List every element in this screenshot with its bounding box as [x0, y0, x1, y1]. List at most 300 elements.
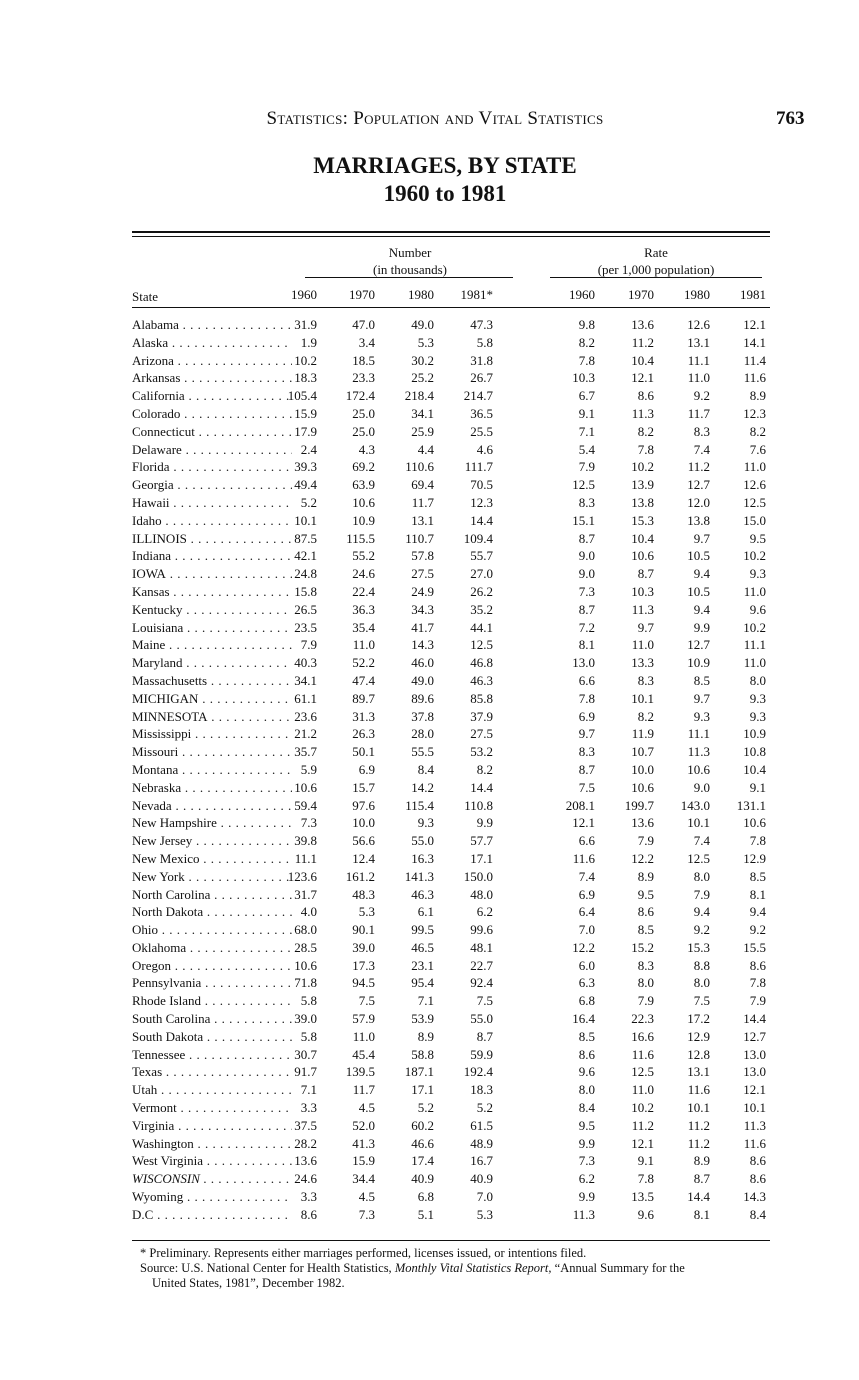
state-name: Mississippi . . . [132, 725, 292, 743]
cell-number-1980: 58.8 [411, 1046, 434, 1062]
cell-rate-1981: 131.1 [736, 797, 766, 813]
state-name: Arkansas . . . [132, 369, 292, 387]
cell-number-1960: 10.6 [294, 957, 317, 973]
cell-rate-1970: 11.2 [631, 334, 654, 350]
cell-number-1981: 55.0 [470, 1011, 493, 1027]
bottom-rule [132, 1240, 770, 1241]
cell-number-1960: 35.7 [294, 744, 317, 760]
cell-rate-1980: 12.7 [687, 637, 710, 653]
rate-group-rule [550, 277, 762, 278]
table-row [0, 476, 859, 494]
state-name: Montana . . . [132, 761, 292, 779]
table-row [0, 1010, 859, 1028]
cell-number-1980: 17.4 [411, 1153, 434, 1169]
cell-rate-1981: 8.5 [749, 868, 766, 884]
cell-number-1960: 8.6 [300, 1206, 317, 1222]
cell-rate-1981: 8.6 [749, 1153, 766, 1169]
cell-number-1960: 28.2 [294, 1135, 317, 1151]
table-row [0, 725, 859, 743]
cell-rate-1960: 6.0 [578, 957, 595, 973]
cell-number-1981: 48.9 [470, 1135, 493, 1151]
table-row [0, 441, 859, 459]
cell-rate-1960: 8.5 [578, 1028, 595, 1044]
cell-rate-1960: 8.3 [578, 494, 595, 510]
footnote-preliminary: * Preliminary. Represents either marriages performed, licenses issued, or intentions filed. [140, 1246, 587, 1260]
cell-rate-1980: 12.5 [687, 850, 710, 866]
cell-number-1980: 218.4 [404, 388, 434, 404]
cell-rate-1970: 10.2 [631, 459, 654, 475]
cell-rate-1980: 8.9 [693, 1153, 710, 1169]
table-row [0, 369, 859, 387]
cell-rate-1960: 8.0 [578, 1082, 595, 1098]
cell-rate-1981: 14.3 [743, 1189, 766, 1205]
cell-number-1980: 9.3 [417, 815, 434, 831]
table-row [0, 1046, 859, 1064]
cell-rate-1970: 11.0 [631, 637, 654, 653]
cell-rate-1980: 15.3 [687, 939, 710, 955]
cell-rate-1981: 9.3 [749, 566, 766, 582]
cell-number-1980: 17.1 [411, 1082, 434, 1098]
title-line-1: MARRIAGES, BY STATE [313, 153, 577, 178]
cell-number-1970: 10.6 [352, 494, 375, 510]
state-name: South Dakota . . . [132, 1028, 292, 1046]
cell-rate-1980: 12.6 [687, 317, 710, 332]
cell-rate-1980: 11.6 [687, 1082, 710, 1098]
cell-number-1981: 14.4 [470, 779, 493, 795]
cell-rate-1960: 9.9 [578, 1189, 595, 1205]
table-row [0, 1152, 859, 1170]
cell-number-1980: 24.9 [411, 583, 434, 599]
cell-number-1980: 28.0 [411, 726, 434, 742]
table-row [0, 814, 859, 832]
cell-number-1981: 5.2 [476, 1100, 493, 1116]
state-name: South Carolina . . . [132, 1010, 292, 1028]
cell-number-1980: 55.5 [411, 744, 434, 760]
state-name: Oklahoma . . . [132, 939, 292, 957]
table-row [0, 334, 859, 352]
cell-rate-1980: 17.2 [687, 1011, 710, 1027]
cell-number-1970: 24.6 [352, 566, 375, 582]
state-name: New York . . . [132, 868, 292, 886]
cell-number-1960: 39.0 [294, 1011, 317, 1027]
cell-number-1970: 25.0 [352, 423, 375, 439]
cell-number-1981: 12.5 [470, 637, 493, 653]
cell-rate-1970: 8.2 [637, 708, 654, 724]
cell-rate-1960: 8.7 [578, 530, 595, 546]
cell-rate-1960: 8.3 [578, 744, 595, 760]
cell-number-1970: 7.3 [358, 1206, 375, 1222]
cell-rate-1970: 13.8 [631, 494, 654, 510]
state-name: Louisiana . . . [132, 619, 292, 637]
cell-number-1960: 17.9 [294, 423, 317, 439]
cell-rate-1981: 14.1 [743, 334, 766, 350]
table-row [0, 797, 859, 815]
table-row [0, 512, 859, 530]
state-name: Texas . . . [132, 1063, 292, 1081]
table-row [0, 458, 859, 476]
state-name: Oregon . . . [132, 957, 292, 975]
table-row [0, 601, 859, 619]
cell-rate-1970: 8.0 [637, 975, 654, 991]
cell-rate-1980: 8.1 [693, 1206, 710, 1222]
cell-number-1970: 26.3 [352, 726, 375, 742]
cell-rate-1960: 208.1 [565, 797, 595, 813]
cell-number-1980: 40.9 [411, 1171, 434, 1187]
cell-number-1970: 11.7 [352, 1082, 375, 1098]
cell-rate-1981: 8.2 [749, 423, 766, 439]
cell-number-1970: 52.2 [352, 655, 375, 671]
cell-number-1981: 37.9 [470, 708, 493, 724]
cell-rate-1981: 10.2 [743, 548, 766, 564]
cell-rate-1981: 9.3 [749, 708, 766, 724]
cell-rate-1960: 7.5 [578, 779, 595, 795]
cell-rate-1980: 8.0 [693, 975, 710, 991]
cell-number-1980: 11.7 [411, 494, 434, 510]
state-name: Utah . . . [132, 1081, 292, 1099]
cell-number-1981: 9.9 [476, 815, 493, 831]
cell-rate-1970: 8.3 [637, 672, 654, 688]
table-row [0, 352, 859, 370]
cell-number-1960: 26.5 [294, 601, 317, 617]
table-row [0, 690, 859, 708]
number-group-title: Number [388, 245, 432, 260]
cell-rate-1970: 10.3 [631, 583, 654, 599]
col-header-rate-1981: 1981 [740, 287, 766, 302]
cell-rate-1970: 9.6 [637, 1206, 654, 1222]
cell-rate-1980: 13.1 [687, 1064, 710, 1080]
cell-rate-1960: 9.9 [578, 1135, 595, 1151]
cell-rate-1980: 10.6 [687, 761, 710, 777]
cell-number-1980: 99.5 [411, 922, 434, 938]
cell-rate-1970: 11.9 [631, 726, 654, 742]
cell-rate-1960: 9.6 [578, 1064, 595, 1080]
cell-number-1960: 87.5 [294, 530, 317, 546]
cell-number-1980: 53.9 [411, 1011, 434, 1027]
cell-number-1981: 109.4 [463, 530, 493, 546]
cell-number-1980: 141.3 [404, 868, 434, 884]
cell-rate-1970: 11.2 [631, 1117, 654, 1133]
cell-rate-1970: 9.5 [637, 886, 654, 902]
cell-number-1981: 26.2 [470, 583, 493, 599]
col-header-number-1970: 1970 [349, 287, 375, 302]
state-name: Rhode Island . . . [132, 992, 292, 1010]
cell-number-1970: 48.3 [352, 886, 375, 902]
table-row [0, 583, 859, 601]
cell-number-1980: 25.9 [411, 423, 434, 439]
cell-rate-1970: 7.8 [637, 1171, 654, 1187]
cell-rate-1970: 11.6 [631, 1046, 654, 1062]
cell-rate-1981: 10.9 [743, 726, 766, 742]
cell-number-1980: 5.3 [417, 334, 434, 350]
cell-number-1981: 12.3 [470, 494, 493, 510]
cell-rate-1980: 8.0 [693, 868, 710, 884]
cell-rate-1981: 7.9 [749, 993, 766, 1009]
cell-rate-1981: 12.9 [743, 850, 766, 866]
cell-rate-1970: 10.2 [631, 1100, 654, 1116]
cell-number-1970: 139.5 [345, 1064, 375, 1080]
cell-rate-1981: 11.0 [743, 459, 766, 475]
cell-number-1980: 27.5 [411, 566, 434, 582]
cell-rate-1970: 7.9 [637, 993, 654, 1009]
footnote-source-line-2: United States, 1981”, December 1982. [152, 1276, 345, 1290]
cell-rate-1970: 9.7 [637, 619, 654, 635]
state-name: Hawaii . . . [132, 494, 292, 512]
cell-rate-1981: 11.0 [743, 583, 766, 599]
cell-rate-1981: 7.8 [749, 975, 766, 991]
cell-number-1970: 55.2 [352, 548, 375, 564]
cell-rate-1980: 14.4 [687, 1189, 710, 1205]
cell-number-1980: 46.3 [411, 886, 434, 902]
cell-rate-1960: 9.0 [578, 566, 595, 582]
cell-number-1960: 23.6 [294, 708, 317, 724]
cell-rate-1980: 11.1 [687, 726, 710, 742]
cell-rate-1960: 12.5 [572, 477, 595, 493]
table-row [0, 494, 859, 512]
cell-rate-1981: 12.5 [743, 494, 766, 510]
cell-number-1960: 59.4 [294, 797, 317, 813]
cell-number-1981: 40.9 [470, 1171, 493, 1187]
state-name: Alabama . . . [132, 316, 292, 334]
cell-rate-1980: 9.3 [693, 708, 710, 724]
cell-number-1960: 39.3 [294, 459, 317, 475]
cell-rate-1980: 12.0 [687, 494, 710, 510]
cell-number-1981: 55.7 [470, 548, 493, 564]
cell-rate-1981: 7.6 [749, 441, 766, 457]
cell-number-1960: 31.7 [294, 886, 317, 902]
cell-rate-1960: 15.1 [572, 512, 595, 528]
cell-number-1970: 47.0 [352, 317, 375, 332]
cell-number-1970: 11.0 [352, 637, 375, 653]
cell-rate-1970: 11.3 [631, 405, 654, 421]
cell-rate-1970: 22.3 [631, 1011, 654, 1027]
cell-number-1970: 172.4 [345, 388, 375, 404]
cell-number-1980: 8.9 [417, 1028, 434, 1044]
table-row [0, 1135, 859, 1153]
state-name: North Carolina . . . [132, 886, 292, 904]
cell-rate-1960: 8.7 [578, 761, 595, 777]
cell-number-1960: 5.8 [300, 1028, 317, 1044]
cell-rate-1960: 6.8 [578, 993, 595, 1009]
cell-number-1960: 15.8 [294, 583, 317, 599]
cell-rate-1980: 11.1 [687, 352, 710, 368]
cell-number-1980: 25.2 [411, 370, 434, 386]
cell-rate-1981: 8.6 [749, 957, 766, 973]
cell-number-1980: 187.1 [404, 1064, 434, 1080]
state-name: New Hampshire . . . [132, 814, 292, 832]
col-header-number-1960: 1960 [291, 287, 317, 302]
cell-rate-1960: 9.8 [578, 317, 595, 332]
cell-number-1981: 46.8 [470, 655, 493, 671]
cell-number-1980: 6.8 [417, 1189, 434, 1205]
cell-rate-1960: 11.6 [572, 850, 595, 866]
state-name: Kentucky . . . [132, 601, 292, 619]
state-name: Florida . . . [132, 458, 292, 476]
cell-rate-1970: 8.5 [637, 922, 654, 938]
table-row [0, 654, 859, 672]
cell-rate-1970: 12.5 [631, 1064, 654, 1080]
source-prefix: Source: U.S. National Center for Health Statistics, [140, 1261, 395, 1275]
footnotes [140, 1246, 780, 1291]
cell-rate-1981: 10.8 [743, 744, 766, 760]
cell-number-1981: 44.1 [470, 619, 493, 635]
cell-rate-1980: 11.2 [687, 1135, 710, 1151]
table-row [0, 1063, 859, 1081]
cell-rate-1980: 8.7 [693, 1171, 710, 1187]
cell-number-1981: 5.8 [476, 334, 493, 350]
cell-rate-1980: 143.0 [680, 797, 710, 813]
cell-number-1981: 110.8 [464, 797, 493, 813]
state-name: Washington . . . [132, 1135, 292, 1153]
cell-rate-1980: 9.7 [693, 690, 710, 706]
state-name: California . . . [132, 387, 292, 405]
cell-rate-1960: 7.0 [578, 922, 595, 938]
cell-rate-1960: 6.9 [578, 708, 595, 724]
table-row [0, 1188, 859, 1206]
cell-rate-1981: 8.6 [749, 1171, 766, 1187]
source-title: Monthly Vital Statistics Report, [394, 1261, 552, 1275]
cell-number-1980: 5.2 [417, 1100, 434, 1116]
page-title [190, 152, 700, 208]
number-group-header [305, 244, 515, 278]
cell-number-1970: 89.7 [352, 690, 375, 706]
cell-rate-1970: 11.3 [631, 601, 654, 617]
cell-rate-1980: 9.2 [693, 388, 710, 404]
cell-number-1970: 161.2 [345, 868, 375, 884]
cell-number-1981: 61.5 [470, 1117, 493, 1133]
cell-rate-1960: 7.3 [578, 583, 595, 599]
cell-rate-1980: 7.4 [693, 441, 710, 457]
cell-rate-1960: 9.7 [578, 726, 595, 742]
cell-number-1970: 12.4 [352, 850, 375, 866]
table-row [0, 316, 859, 334]
cell-number-1960: 39.8 [294, 833, 317, 849]
table-row [0, 708, 859, 726]
cell-number-1981: 35.2 [470, 601, 493, 617]
cell-rate-1981: 15.5 [743, 939, 766, 955]
state-name: Georgia . . . [132, 476, 292, 494]
cell-number-1960: 4.0 [300, 904, 317, 920]
cell-rate-1981: 10.2 [743, 619, 766, 635]
state-name: Massachusetts . . . [132, 672, 292, 690]
cell-number-1980: 95.4 [411, 975, 434, 991]
cell-number-1970: 4.3 [358, 441, 375, 457]
table-body [0, 316, 859, 1224]
cell-rate-1981: 13.0 [743, 1046, 766, 1062]
cell-rate-1960: 7.8 [578, 690, 595, 706]
cell-number-1981: 22.7 [470, 957, 493, 973]
cell-number-1960: 5.2 [300, 494, 317, 510]
state-name: MICHIGAN . . . [132, 690, 292, 708]
table-row [0, 886, 859, 904]
cell-rate-1980: 9.0 [693, 779, 710, 795]
cell-number-1970: 50.1 [352, 744, 375, 760]
cell-number-1960: 37.5 [294, 1117, 317, 1133]
col-header-rate-1970: 1970 [628, 287, 654, 302]
cell-rate-1980: 12.7 [687, 477, 710, 493]
cell-rate-1960: 9.0 [578, 548, 595, 564]
cell-rate-1981: 12.6 [743, 477, 766, 493]
cell-number-1960: 21.2 [294, 726, 317, 742]
source-suffix: “Annual Summary for the [551, 1261, 685, 1275]
cell-rate-1960: 9.5 [578, 1117, 595, 1133]
table-row [0, 636, 859, 654]
cell-number-1980: 60.2 [411, 1117, 434, 1133]
rate-group-header [548, 244, 764, 278]
page-number: 763 [776, 108, 805, 129]
cell-number-1970: 56.6 [352, 833, 375, 849]
cell-rate-1960: 13.0 [572, 655, 595, 671]
cell-number-1960: 1.9 [300, 334, 317, 350]
cell-rate-1960: 10.3 [572, 370, 595, 386]
cell-rate-1980: 11.2 [687, 459, 710, 475]
state-name: New Jersey . . . [132, 832, 292, 850]
cell-number-1981: 6.2 [476, 904, 493, 920]
cell-rate-1980: 7.4 [693, 833, 710, 849]
cell-rate-1960: 12.1 [572, 815, 595, 831]
state-name: Maryland . . . [132, 654, 292, 672]
cell-number-1980: 49.0 [411, 672, 434, 688]
cell-number-1981: 70.5 [470, 477, 493, 493]
table-row [0, 619, 859, 637]
table-row [0, 672, 859, 690]
cell-number-1960: 7.3 [300, 815, 317, 831]
cell-number-1960: 31.9 [294, 317, 317, 332]
cell-rate-1980: 10.1 [687, 815, 710, 831]
cell-number-1960: 18.3 [294, 370, 317, 386]
cell-number-1960: 10.1 [294, 512, 317, 528]
cell-number-1981: 27.5 [470, 726, 493, 742]
col-header-number-1981: 1981* [460, 287, 493, 302]
table-row [0, 957, 859, 975]
cell-number-1960: 5.8 [300, 993, 317, 1009]
cell-number-1980: 14.3 [411, 637, 434, 653]
col-header-number-1980: 1980 [408, 287, 434, 302]
cell-number-1980: 110.6 [405, 459, 434, 475]
cell-number-1980: 115.4 [405, 797, 434, 813]
cell-rate-1960: 7.4 [578, 868, 595, 884]
state-name: Missouri . . . [132, 743, 292, 761]
cell-number-1981: 47.3 [470, 317, 493, 332]
cell-rate-1981: 15.0 [743, 512, 766, 528]
state-name: Colorado . . . [132, 405, 292, 423]
state-name: MINNESOTA . . . [132, 708, 292, 726]
cell-number-1981: 150.0 [463, 868, 493, 884]
table-row [0, 761, 859, 779]
cell-rate-1970: 16.6 [631, 1028, 654, 1044]
state-name: Indiana . . . [132, 547, 292, 565]
cell-rate-1970: 15.3 [631, 512, 654, 528]
cell-number-1981: 16.7 [470, 1153, 493, 1169]
cell-rate-1980: 12.9 [687, 1028, 710, 1044]
table-row [0, 1117, 859, 1135]
cell-number-1980: 46.6 [411, 1135, 434, 1151]
cell-number-1960: 91.7 [294, 1064, 317, 1080]
cell-rate-1981: 10.6 [743, 815, 766, 831]
cell-number-1970: 17.3 [352, 957, 375, 973]
cell-rate-1981: 9.2 [749, 922, 766, 938]
cell-number-1980: 34.3 [411, 601, 434, 617]
cell-number-1960: 24.6 [294, 1171, 317, 1187]
cell-number-1970: 11.0 [352, 1028, 375, 1044]
table-row [0, 1099, 859, 1117]
table-row [0, 832, 859, 850]
cell-number-1960: 34.1 [294, 672, 317, 688]
cell-number-1960: 42.1 [294, 548, 317, 564]
cell-number-1960: 11.1 [294, 850, 317, 866]
cell-rate-1960: 7.1 [578, 423, 595, 439]
state-name: Nevada . . . [132, 797, 292, 815]
cell-number-1970: 52.0 [352, 1117, 375, 1133]
